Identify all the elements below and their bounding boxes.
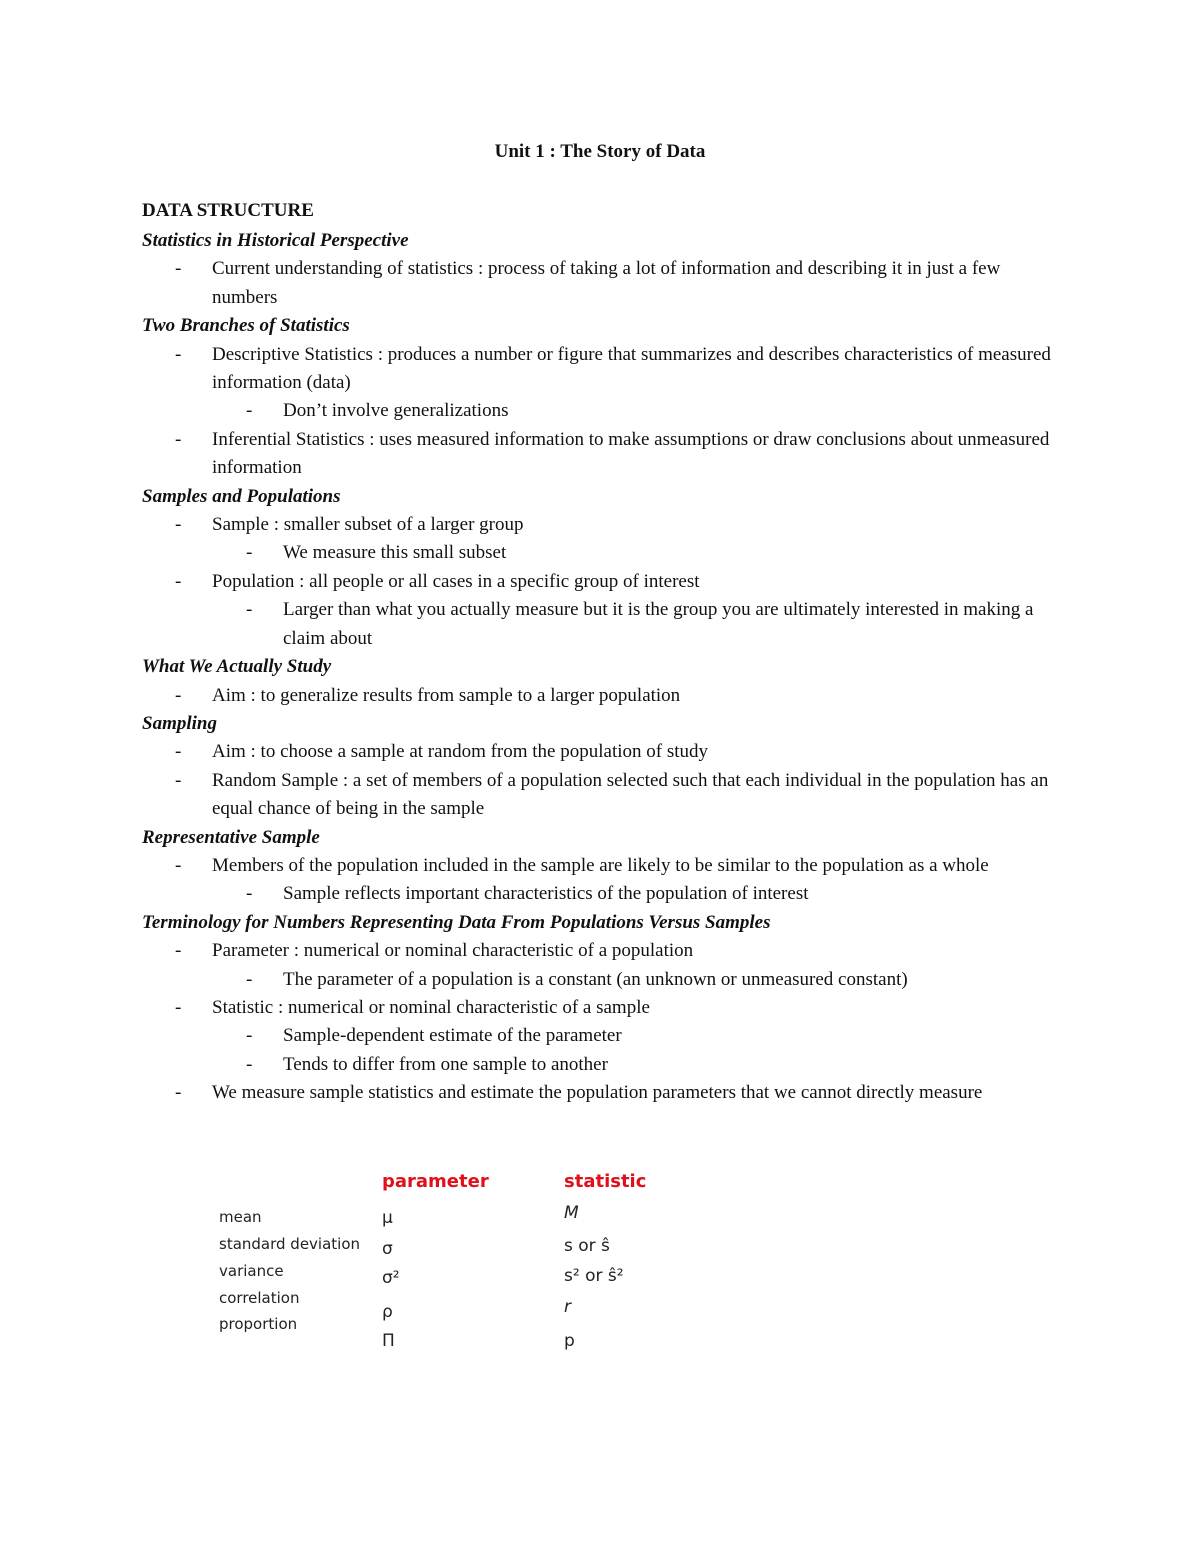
bullet-text: Members of the population included in the sample are likely to be similar to the population as a whole [212, 854, 989, 876]
subheading: Sampling [142, 712, 217, 734]
bullet-text: We measure this small subset [283, 542, 507, 564]
bullet-dash: - [246, 968, 253, 990]
bullet-dash: - [175, 570, 182, 592]
bullet-text: Tends to differ from one sample to another [283, 1053, 608, 1075]
bullet-item [142, 341, 1062, 398]
stat-symbol-variance: s² or ŝ² [564, 1266, 624, 1286]
bullet-text: Aim : to generalize results from sample to a larger population [212, 684, 681, 706]
section-heading: DATA STRUCTURE [142, 200, 314, 221]
bullet-text: Sample reflects important characteristics of the population of interest [283, 883, 809, 905]
bullet-dash: - [175, 514, 182, 536]
sub-bullet-item [142, 966, 1062, 994]
bullet-text: Don’t involve generalizations [283, 400, 509, 422]
bullet-item [142, 767, 1062, 824]
param-symbol-mean: μ [382, 1208, 393, 1228]
row-label-correlation: correlation [219, 1289, 300, 1307]
bullet-dash: - [246, 883, 253, 905]
bullet-text: Inferential Statistics : uses measured information to make assumptions or draw conclusions about unmeasured information [212, 428, 1050, 479]
bullet-dash: - [246, 400, 253, 422]
sub-bullet-item [142, 1022, 1062, 1050]
bullet-dash: - [175, 741, 182, 763]
sub-bullet-item [142, 1051, 1062, 1079]
stat-symbol-correlation: r [564, 1297, 571, 1317]
bullet-dash: - [175, 258, 182, 280]
bullet-dash: - [175, 343, 182, 365]
bullet-dash: - [175, 684, 182, 706]
bullet-dash: - [175, 769, 182, 791]
bullet-dash: - [246, 1025, 253, 1047]
row-label-variance: variance [219, 1262, 284, 1280]
parameter-statistic-table [219, 1168, 699, 1368]
bullet-text: Sample : smaller subset of a larger group [212, 514, 524, 536]
bullet-text: Population : all people or all cases in a specific group of interest [212, 570, 700, 592]
bullet-dash: - [175, 940, 182, 962]
stat-symbol-mean: M [564, 1203, 579, 1223]
stat-symbol-proportion: p [564, 1331, 575, 1351]
param-symbol-proportion: Π [382, 1331, 395, 1351]
bullet-item [142, 568, 1062, 596]
bullet-item [142, 255, 1062, 312]
subheading: Representative Sample [142, 826, 320, 848]
bullet-item [142, 682, 1062, 710]
subheading: Samples and Populations [142, 485, 341, 507]
bullet-text: Descriptive Statistics : produces a number or figure that summarizes and describes characteristics of measured information (data) [212, 343, 1051, 394]
bullet-item [142, 994, 1062, 1022]
bullet-text: Sample-dependent estimate of the parameter [283, 1025, 622, 1047]
bullet-item [142, 511, 1062, 539]
sub-bullet-item [142, 596, 1062, 653]
bullet-dash: - [175, 428, 182, 450]
bullet-dash: - [175, 1082, 182, 1104]
bullet-dash: - [246, 599, 253, 621]
row-label-mean: mean [219, 1208, 262, 1226]
bullet-text: Statistic : numerical or nominal characteristic of a sample [212, 996, 650, 1018]
bullet-item [142, 852, 1062, 880]
bullet-text: Larger than what you actually measure but it is the group you are ultimately interested in making a claim about [283, 599, 1034, 649]
header-parameter: parameter [382, 1171, 489, 1192]
sub-bullet-item [142, 397, 1062, 425]
subheading: Two Branches of Statistics [142, 315, 350, 337]
bullet-text: Parameter : numerical or nominal characteristic of a population [212, 940, 694, 962]
bullet-item [142, 937, 1062, 965]
bullet-text: We measure sample statistics and estimate the population parameters that we cannot directly measure [212, 1082, 983, 1104]
bullet-text: Current understanding of statistics : process of taking a lot of information and describing it in just a few numbers [212, 258, 1001, 308]
sub-bullet-item [142, 539, 1062, 567]
bullet-dash: - [246, 542, 253, 564]
page-title: Unit 1 : The Story of Data [494, 141, 706, 162]
bullet-item [142, 738, 1062, 766]
subheading: Statistics in Historical Perspective [142, 230, 409, 251]
bullet-item [142, 1079, 1062, 1107]
bullet-text: Aim : to choose a sample at random from the population of study [212, 741, 709, 763]
header-statistic: statistic [564, 1171, 647, 1192]
bullet-text: Random Sample : a set of members of a population selected such that each individual in the population has an equal chance of being in the sample [212, 769, 1049, 820]
row-label-standard-deviation: standard deviation [219, 1235, 361, 1253]
param-symbol-sd: σ [382, 1239, 393, 1259]
param-symbol-variance: σ² [382, 1268, 400, 1288]
bullet-dash: - [246, 1053, 253, 1075]
bullet-dash: - [175, 854, 182, 876]
row-label-proportion: proportion [219, 1315, 298, 1333]
stat-symbol-sd: s or ŝ [564, 1236, 610, 1256]
subheading: What We Actually Study [142, 656, 332, 678]
param-symbol-correlation: ρ [382, 1302, 393, 1322]
bullet-text: The parameter of a population is a constant (an unknown or unmeasured constant) [283, 968, 908, 990]
notes-body [142, 227, 1062, 1108]
bullet-dash: - [175, 996, 182, 1018]
bullet-item [142, 426, 1062, 483]
subheading: Terminology for Numbers Representing Data From Populations Versus Samples [142, 911, 771, 933]
sub-bullet-item [142, 880, 1062, 908]
